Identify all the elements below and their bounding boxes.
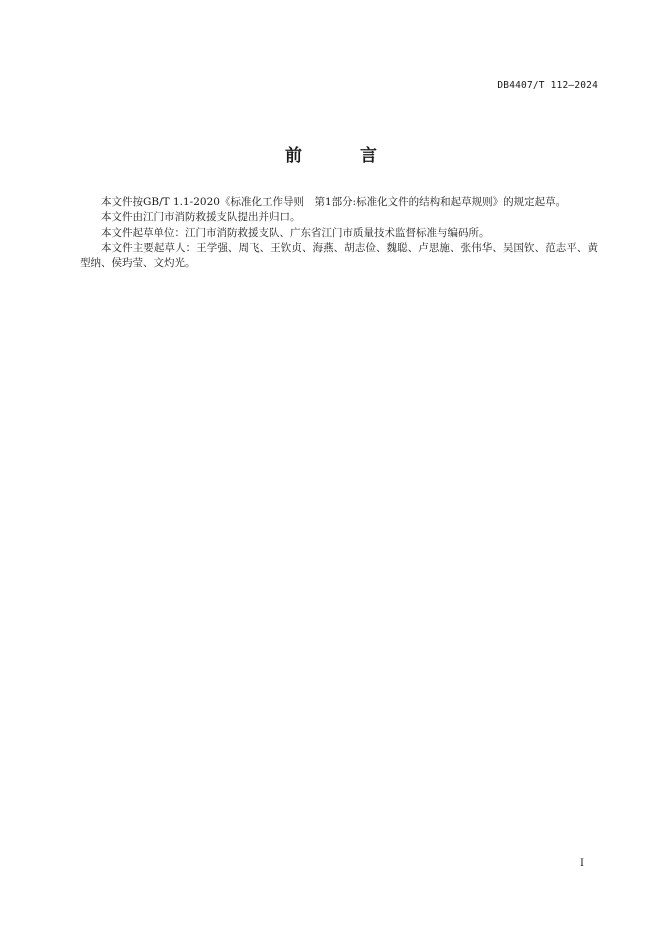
foreword-body [80,195,598,271]
page-number: I [580,858,584,869]
document-code: DB4407/T 112—2024 [497,80,598,91]
paragraph-drafters: 本文件主要起草人：王学强、周飞、王钦贞、海燕、胡志俭、魏聪、卢思施、张伟华、吴国钦、范志平、黄型纳、侯玙莹、文灼光。 [80,241,598,270]
paragraph-drafting-rules: 本文件按GB/T 1.1-2020《标准化工作导则 第1部分:标准化文件的结构和起草规则》的规定起草。 [101,196,567,208]
paragraph-drafting-units: 本文件起草单位：江门市消防救援支队、广东省江门市质量技术监督标准与编码所。 [101,226,490,239]
page-title: 前 言 [285,146,403,166]
paragraph-proposer: 本文件由江门市消防救援支队提出并归口。 [101,211,301,224]
